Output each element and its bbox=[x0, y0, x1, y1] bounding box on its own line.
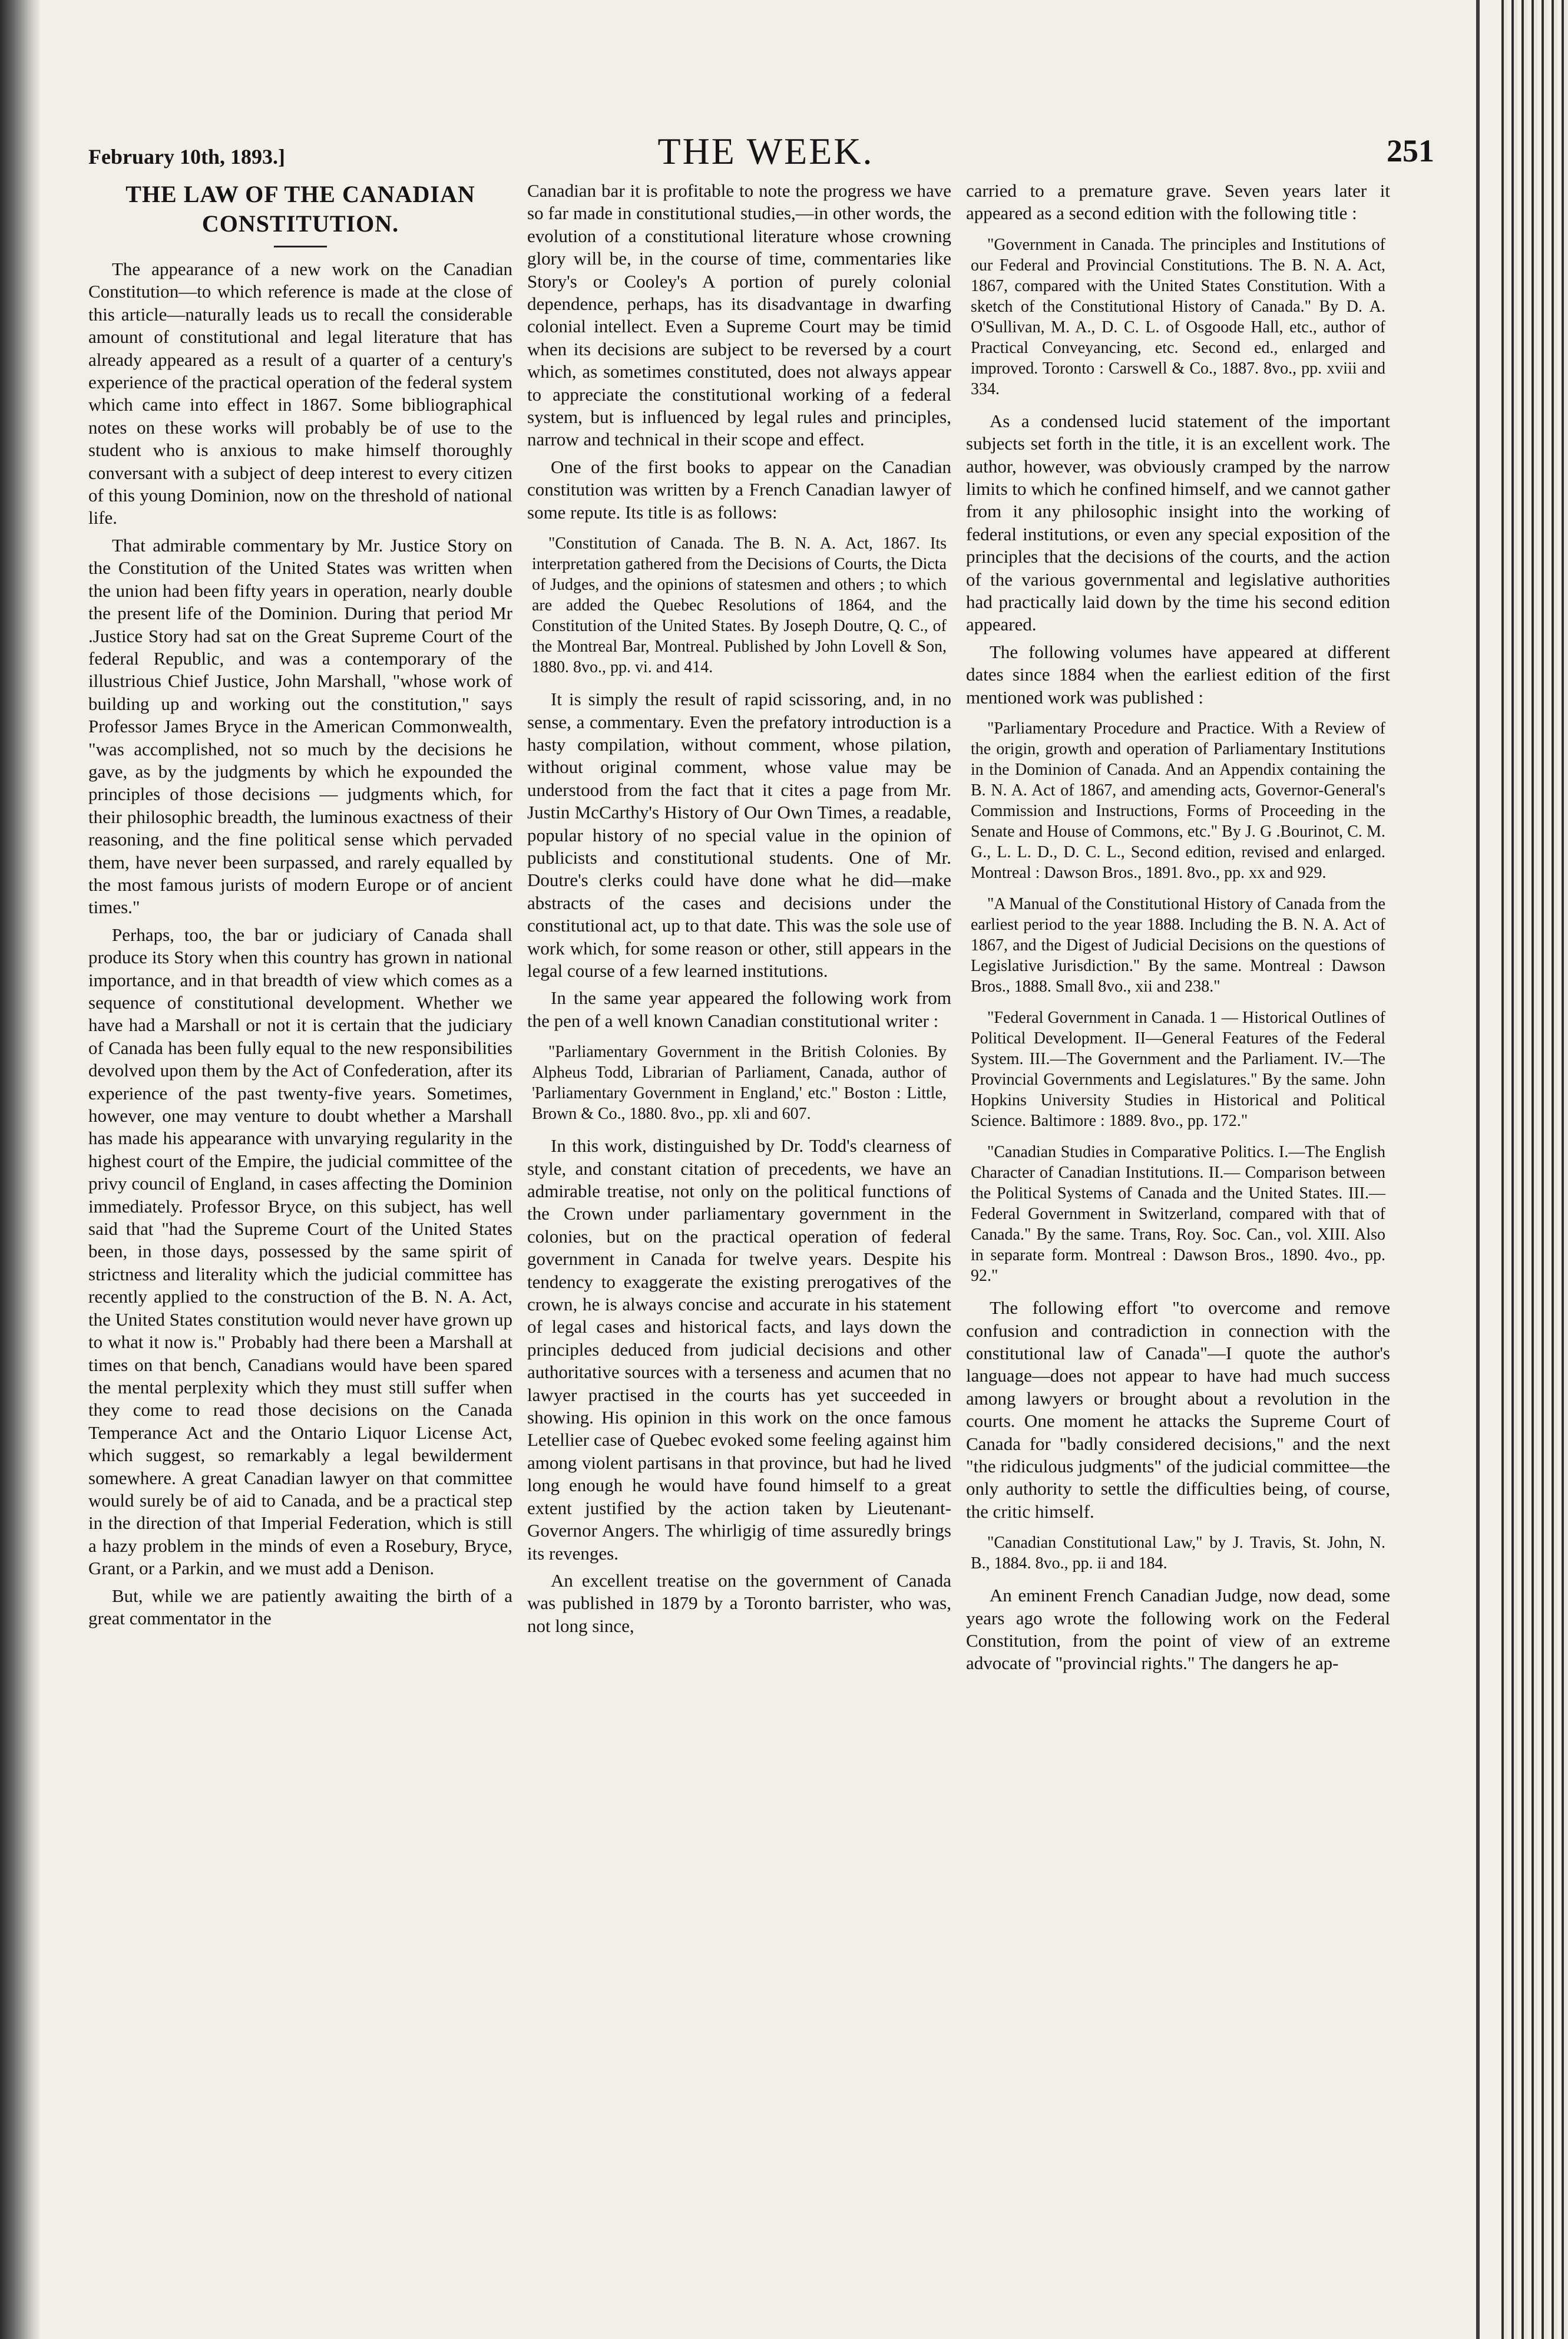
paragraph: It is simply the result of rapid scissoring, and, in no sense, a commentary. Even the prefatory introduction is a hasty compilation, without comment, whose pilation, without original comment, whose value may be understood from the fact that it cites a page from Mr. Justin McCarthy's History of Our Own Times, a readable, popular history of no special value in the opinion of publicists and constitutional students. One of Mr. Doutre's clerks could have done what he did—make abstracts of the cases and decisions under the constitutional act, up to that date. This was the sole use of work which, for some reason or other, still appears in the legal course of a few learned institutions. bbox=[527, 689, 951, 981]
bibliographic-citation: "Federal Government in Canada. 1 — Historical Outlines of Political Development. II—General Features of the Federal System. III.—The Government and the Parliament. IV.—The Provincial Governments and Legislatures." By the same. John Hopkins University Studies in Historical and Political Science. Baltimore : 1889. 8vo., pp. 172." bbox=[971, 1009, 1385, 1131]
column-3 bbox=[966, 180, 1390, 1680]
column-edge-rule bbox=[1476, 0, 1480, 2339]
bibliographic-citation: "Canadian Studies in Comparative Politics. I.—The English Character of Canadian Institutions. II.— Comparison between the Political Systems of Canada and the United States. III.—Federal Government in Switzerland, compared with that of Canada." By the same. Trans, Roy. Soc. Can., vol. XIII. Also in separate form. Montreal : Dawson Bros., 1890. 4vo., pp. 92." bbox=[971, 1143, 1385, 1286]
newspaper-page bbox=[88, 115, 1443, 2318]
bibliographic-citation: "Canadian Constitutional Law," by J. Travis, St. John, N. B., 1884. 8vo., pp. ii and 184. bbox=[971, 1534, 1385, 1573]
bibliographic-citation: "Parliamentary Government in the British Colonies. By Alpheus Todd, Librarian of Parliament, Canada, author of 'Parliamentary Government in England,' etc." Boston : Little, Brown & Co., 1880. 8vo., pp. xli and 607. bbox=[532, 1043, 947, 1124]
page-number: 251 bbox=[1387, 133, 1434, 169]
paragraph: carried to a premature grave. Seven years later it appeared as a second edition with the following title : bbox=[966, 180, 1390, 224]
page-edges-right bbox=[1497, 0, 1568, 2339]
bibliographic-citation: "Constitution of Canada. The B. N. A. Act, 1867. Its interpretation gathered from the Decisions of Courts, the Dicta of Judges, and the opinions of statesmen and others ; to which are added the Quebec Resolutions of 1864, and the Constitution of the United States. By Joseph Doutre, Q. C., of the Montreal Bar, Montreal. Published by John Lovell & Son, 1880. 8vo., pp. vi. and 414. bbox=[532, 534, 947, 677]
paragraph: That admirable commentary by Mr. Justice Story on the Constitution of the United States was written when the union had been fifty years in operation, nearly double the present life of the Dominion. During that period Mr .Justice Story had sat on the Great Supreme Court of the federal Republic, and was a contemporary of the illustrious Chief Justice, John Marshall, "whose work of building up and working out the constitution," says Professor James Bryce in the American Commonwealth, "was accomplished, not so much by the decisions he gave, as by the judgments by which he expounded the principles of those decisions — judgments which, for their philosophic breadth, the luminous exactness of their reasoning, and the fine political sense which pervaded them, have never been surpassed, and rarely equalled by the most famous jurists of modern Europe or of ancient times." bbox=[88, 534, 512, 918]
paragraph: But, while we are patiently awaiting the birth of a great commentator in the bbox=[88, 1585, 512, 1628]
paragraph: One of the first books to appear on the Canadian constitution was written by a French Canadian lawyer of some repute. Its title is as follows: bbox=[527, 456, 951, 523]
article-title-line-1: THE LAW OF THE CANADIAN bbox=[125, 181, 475, 207]
paragraph: In the same year appeared the following work from the pen of a well known Canadian constitutional writer : bbox=[527, 987, 951, 1031]
paragraph: The appearance of a new work on the Canadian Constitution—to which reference is made at the close of this article—naturally leads us to recall the considerable amount of constitutional and legal literature that has already appeared as a result of a quarter of a century's experience of the practical operation of the federal system which came into effect in 1867. Some bibliographical notes on these works will probably be of use to the student who is anxious to make himself thoroughly conversant with a subject of deep interest to every citizen of this young Dominion, now on the threshold of national life. bbox=[88, 259, 512, 528]
title-rule bbox=[274, 246, 327, 247]
paragraph: Perhaps, too, the bar or judiciary of Canada shall produce its Story when this country has grown in national importance, and in that breadth of view which comes as a sequence of constitutional development. Whether we have had a Marshall or not it is certain that the judiciary of Canada has been fully equal to the new responsibilities devolved upon them by the Act of Confederation, after its experience of the past twenty-five years. Sometimes, however, one may venture to doubt whether a Marshall has made his appearance with unvarying regularity in the highest court of the Empire, the judicial committee of the privy council of England, in cases affecting the Dominion immediately. Professor Bryce, on this subject, has well said that "had the Supreme Court of the United States been, in those days, possessed by the same spirit of strictness and literality which the judicial committee has recently applied to the construction of the B. N. A. Act, the United States constitution would never have grown up to what it now is." Probably had there been a Marshall at times on that bench, Canadians would have been spared the mental perplexity which they must still suffer when they come to read those decisions on the Canada Temperance Act and the Ontario Liquor License Act, which suggest, so remarkably a legal bewilderment somewhere. A great Canadian lawyer on that committee would surely be of aid to Canada, and be a practical step in the direction of that Imperial Federation, which is still a hazy problem in the minds of even a Rosebury, Bryce, Grant, or a Parkin, and we must add a Denison. bbox=[88, 924, 512, 1579]
column-2 bbox=[527, 180, 951, 1642]
bibliographic-citation: "Parliamentary Procedure and Practice. With a Review of the origin, growth and operation of Parliamentary Institutions in the Dominion of Canada. And an Appendix containing the B. N. A. Act of 1867, and amending acts, Governor-General's Commission and Instructions, Forms of Proceeding in the Senate and House of Commons, etc." By J. G .Bourinot, C. M. G., L. L. D., D. C. L., Second edition, revised and enlarged. Montreal : Dawson Bros., 1891. 8vo., pp. xx and 929. bbox=[971, 719, 1385, 883]
book-binding-left bbox=[0, 0, 41, 2339]
article-title bbox=[88, 180, 512, 239]
paragraph: An eminent French Canadian Judge, now dead, some years ago wrote the following work on the Federal Constitution, from the point of view of an extreme advocate of "provincial rights." The dangers he ap- bbox=[966, 1585, 1390, 1674]
issue-date: February 10th, 1893.] bbox=[88, 145, 285, 169]
paragraph: The following effort "to overcome and remove confusion and contradiction in connection with the constitutional law of Canada"—I quote the author's language—does not appear to have had much success among lawyers or brought about a revolution in the courts. One moment he attacks the Supreme Court of Canada for "badly considered decisions," and the next "the ridiculous judgments" of the judicial committee—the only authority to settle the difficulties being, of course, the critic himself. bbox=[966, 1297, 1390, 1522]
article-title-line-2: CONSTITUTION. bbox=[201, 210, 399, 237]
paragraph: As a condensed lucid statement of the important subjects set forth in the title, it is an excellent work. The author, however, was obviously cramped by the narrow limits to which he confined himself, and we cannot gather from it any philosophic insight into the working of federal institutions, or even any special exposition of the principles that the decisions of the courts, and the action of the various governmental and legislative authorities had practically laid down by the time his second edition appeared. bbox=[966, 410, 1390, 635]
page-header bbox=[88, 130, 1443, 183]
masthead: THE WEEK. bbox=[657, 130, 874, 172]
paragraph: An excellent treatise on the government of Canada was published in 1879 by a Toronto barrister, who was, not long since, bbox=[527, 1570, 951, 1636]
paragraph: The following volumes have appeared at different dates since 1884 when the earliest edition of the first mentioned work was published : bbox=[966, 641, 1390, 708]
column-1 bbox=[88, 180, 512, 1634]
bibliographic-citation: "A Manual of the Constitutional History of Canada from the earliest period to the year 1888. Including the B. N. A. Act of 1867, and the Digest of Judicial Decisions on the questions of Legislative Jurisdiction." By the same. Montreal : Dawson Bros., 1888. Small 8vo., xii and 238." bbox=[971, 895, 1385, 996]
paragraph: Canadian bar it is profitable to note the progress we have so far made in constitutional studies,—in other words, the evolution of a constitutional literature whose crowning glory will be, in the course of time, commentaries like Story's or Cooley's A portion of purely colonial dependence, perhaps, has its disadvantage in dwarfing colonial intellect. Even a Supreme Court may be timid when its decisions are subject to be reversed by a court which, as sometimes constituted, does not always appear to appreciate the constitutional working of a federal system, but is influenced by legal rules and principles, narrow and technical in their scope and effect. bbox=[527, 180, 951, 450]
bibliographic-citation: "Government in Canada. The principles and Institutions of our Federal and Provincial Constitutions. The B. N. A. Act, 1867, compared with the United States Constitution. With a sketch of the Constitutional History of Canada." By D. A. O'Sullivan, M. A., D. C. L. of Osgoode Hall, etc., author of Practical Conveyancing, etc. Second ed., enlarged and improved. Toronto : Carswell & Co., 1887. 8vo., pp. xviii and 334. bbox=[971, 235, 1385, 398]
paragraph: In this work, distinguished by Dr. Todd's clearness of style, and constant citation of precedents, we have an admirable treatise, not only on the political functions of the Crown under parliamentary government in the colonies, but on the practical operation of federal government in Canada for twelve years. Despite his tendency to exaggerate the existing prerogatives of the crown, he is always concise and accurate in his statement of legal cases and historical facts, and lays down the principles deduced from judicial decisions and other authoritative sources with a terseness and acumen that no lawyer practised in the courts has yet succeeded in showing. His opinion in this work on the once famous Letellier case of Quebec evoked some feeling against him among violent partisans in that province, but had he lived long enough he would have found himself to a great extent justified by the action taken by Lieutenant-Governor Angers. The whirligig of time assuredly brings its revenges. bbox=[527, 1135, 951, 1564]
